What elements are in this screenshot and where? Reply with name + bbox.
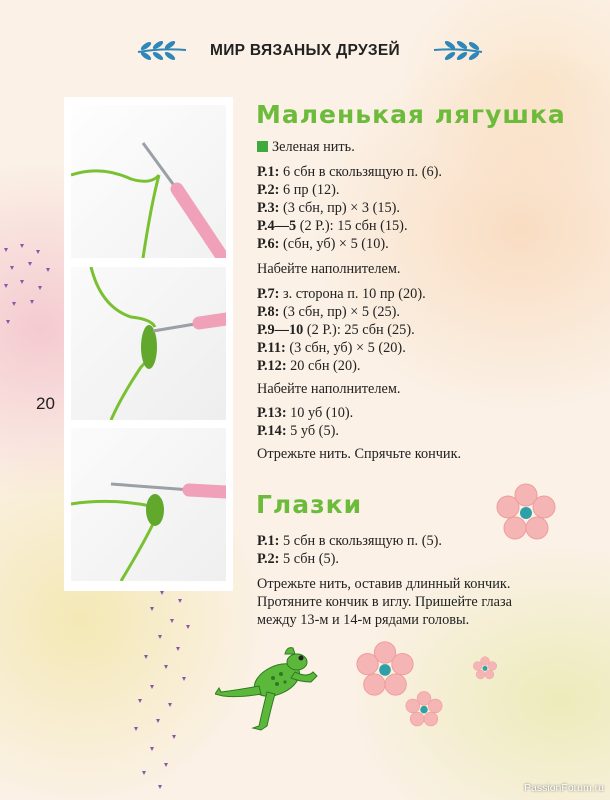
pattern-row: Р.6: (сбн, уб) × 5 (10). (257, 236, 389, 252)
pattern-row: Р.3: (3 сбн, пр) × 3 (15). (257, 200, 400, 216)
section-title-frog: Маленькая лягушка (256, 100, 566, 129)
note-cut-thread: Отрежьте нить. Спрячьте кончик. (257, 446, 462, 462)
rows-block-eyes (257, 532, 442, 568)
pattern-row: Р.2: 5 сбн (5). (257, 551, 339, 567)
photo-strip (64, 97, 233, 591)
rows-block-2 (257, 285, 426, 375)
dots-pattern-left (0, 240, 70, 360)
pattern-row: Р.1: 5 сбн в скользящую п. (5). (257, 533, 442, 549)
frog-illustration (215, 642, 320, 732)
step-photo-1 (71, 105, 226, 258)
step-photo-3 (71, 428, 226, 581)
rows-block-3 (257, 404, 353, 440)
pattern-row: Р.8: (3 сбн, пр) × 5 (25). (257, 304, 400, 320)
pattern-row: Р.7: з. сторона п. 10 пр (20). (257, 286, 426, 302)
yarn-color-swatch (257, 141, 268, 152)
note-stuff-2: Набейте наполнителем. (257, 381, 401, 397)
note-eyes: Отрежьте нить, оставив длинный кончик. Протяните кончик в иглу. Пришейте глаза между 13-м и 14-м рядами головы. (257, 576, 512, 628)
pattern-row: Р.12: 20 сбн (20). (257, 358, 361, 374)
pattern-row: Р.13: 10 уб (10). (257, 405, 354, 421)
leaf-ornament-right-icon (432, 38, 484, 62)
pattern-row: Р.1: 6 сбн в скользящую п. (6). (257, 164, 442, 180)
page-number: 20 (36, 394, 55, 413)
watermark: PassionForum.ru (524, 782, 604, 794)
pattern-row: Р.9—10 (2 Р.): 25 сбн (25). (257, 322, 415, 338)
note-stuff-1: Набейте наполнителем. (257, 261, 401, 277)
step-photo-2 (71, 267, 226, 420)
flower-icon (472, 656, 498, 680)
section-title-eyes: Глазки (256, 490, 363, 519)
yarn-text: Зеленая нить. (272, 139, 355, 155)
rows-block-1 (257, 163, 442, 253)
flower-icon (404, 690, 444, 728)
pattern-row: Р.11: (3 сбн, уб) × 5 (20). (257, 340, 406, 356)
pattern-row: Р.14: 5 уб (5). (257, 423, 339, 439)
header-title: МИР ВЯЗАНЫХ ДРУЗЕЙ (210, 42, 400, 59)
dots-pattern-bottom (120, 585, 220, 800)
page-header (0, 36, 610, 68)
pattern-row: Р.4—5 (2 Р.): 15 сбн (15). (257, 218, 408, 234)
yarn-info (257, 138, 355, 156)
pattern-row: Р.2: 6 пр (12). (257, 182, 340, 198)
flower-icon (494, 483, 558, 541)
